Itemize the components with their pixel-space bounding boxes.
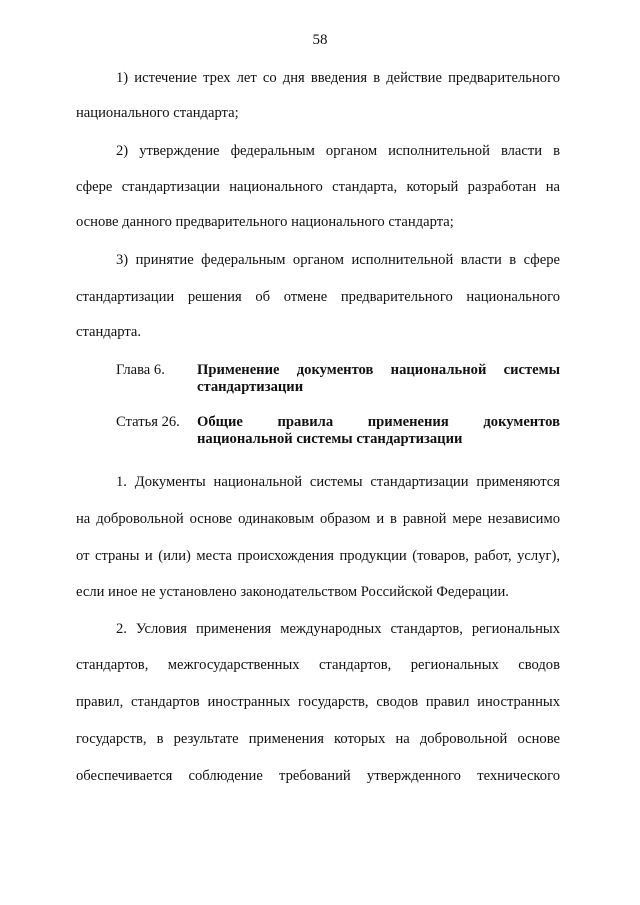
page-number: 58 [312, 32, 328, 48]
text-line: основе данного предварительного национального стандарта; [76, 214, 454, 230]
text-line: обеспечивается соблюдение требований утвержденного технического [76, 768, 560, 784]
text-line: стандартизации решения об отмене предварительного национального [76, 289, 560, 305]
chapter-label: Глава 6. [116, 362, 165, 378]
text-line: стандартов, межгосударственных стандартов, региональных сводов [76, 657, 560, 673]
text-line: правил, стандартов иностранных государств, сводов правил иностранных [76, 694, 560, 710]
article-title-line: национальной системы стандартизации [197, 431, 463, 447]
text-line: 1) истечение трех лет со дня введения в действие предварительного [116, 70, 560, 86]
text-line: от страны и (или) места происхождения продукции (товаров, работ, услуг), [76, 548, 560, 564]
chapter-title-line: Применение документов национальной системы [197, 362, 560, 378]
text-line: государств, в результате применения которых на добровольной основе [76, 731, 560, 747]
text-line: сфере стандартизации национального стандарта, который разработан на [76, 179, 560, 195]
text-line: стандарта. [76, 324, 142, 340]
text-line: 2. Условия применения международных стандартов, региональных [116, 621, 560, 637]
chapter-title-line: стандартизации [197, 379, 304, 395]
article-label: Статья 26. [116, 414, 180, 430]
text-line: национального стандарта; [76, 105, 239, 121]
article-title-line: Общие правила применения документов [197, 414, 560, 430]
text-line: 3) принятие федеральным органом исполнительной власти в сфере [116, 252, 560, 268]
text-line: 2) утверждение федеральным органом исполнительной власти в [116, 143, 560, 159]
text-line: 1. Документы национальной системы стандартизации применяются [116, 474, 560, 490]
text-line: на добровольной основе одинаковым образом и в равной мере независимо [76, 511, 560, 527]
text-line: если иное не установлено законодательством Российской Федерации. [76, 584, 509, 600]
